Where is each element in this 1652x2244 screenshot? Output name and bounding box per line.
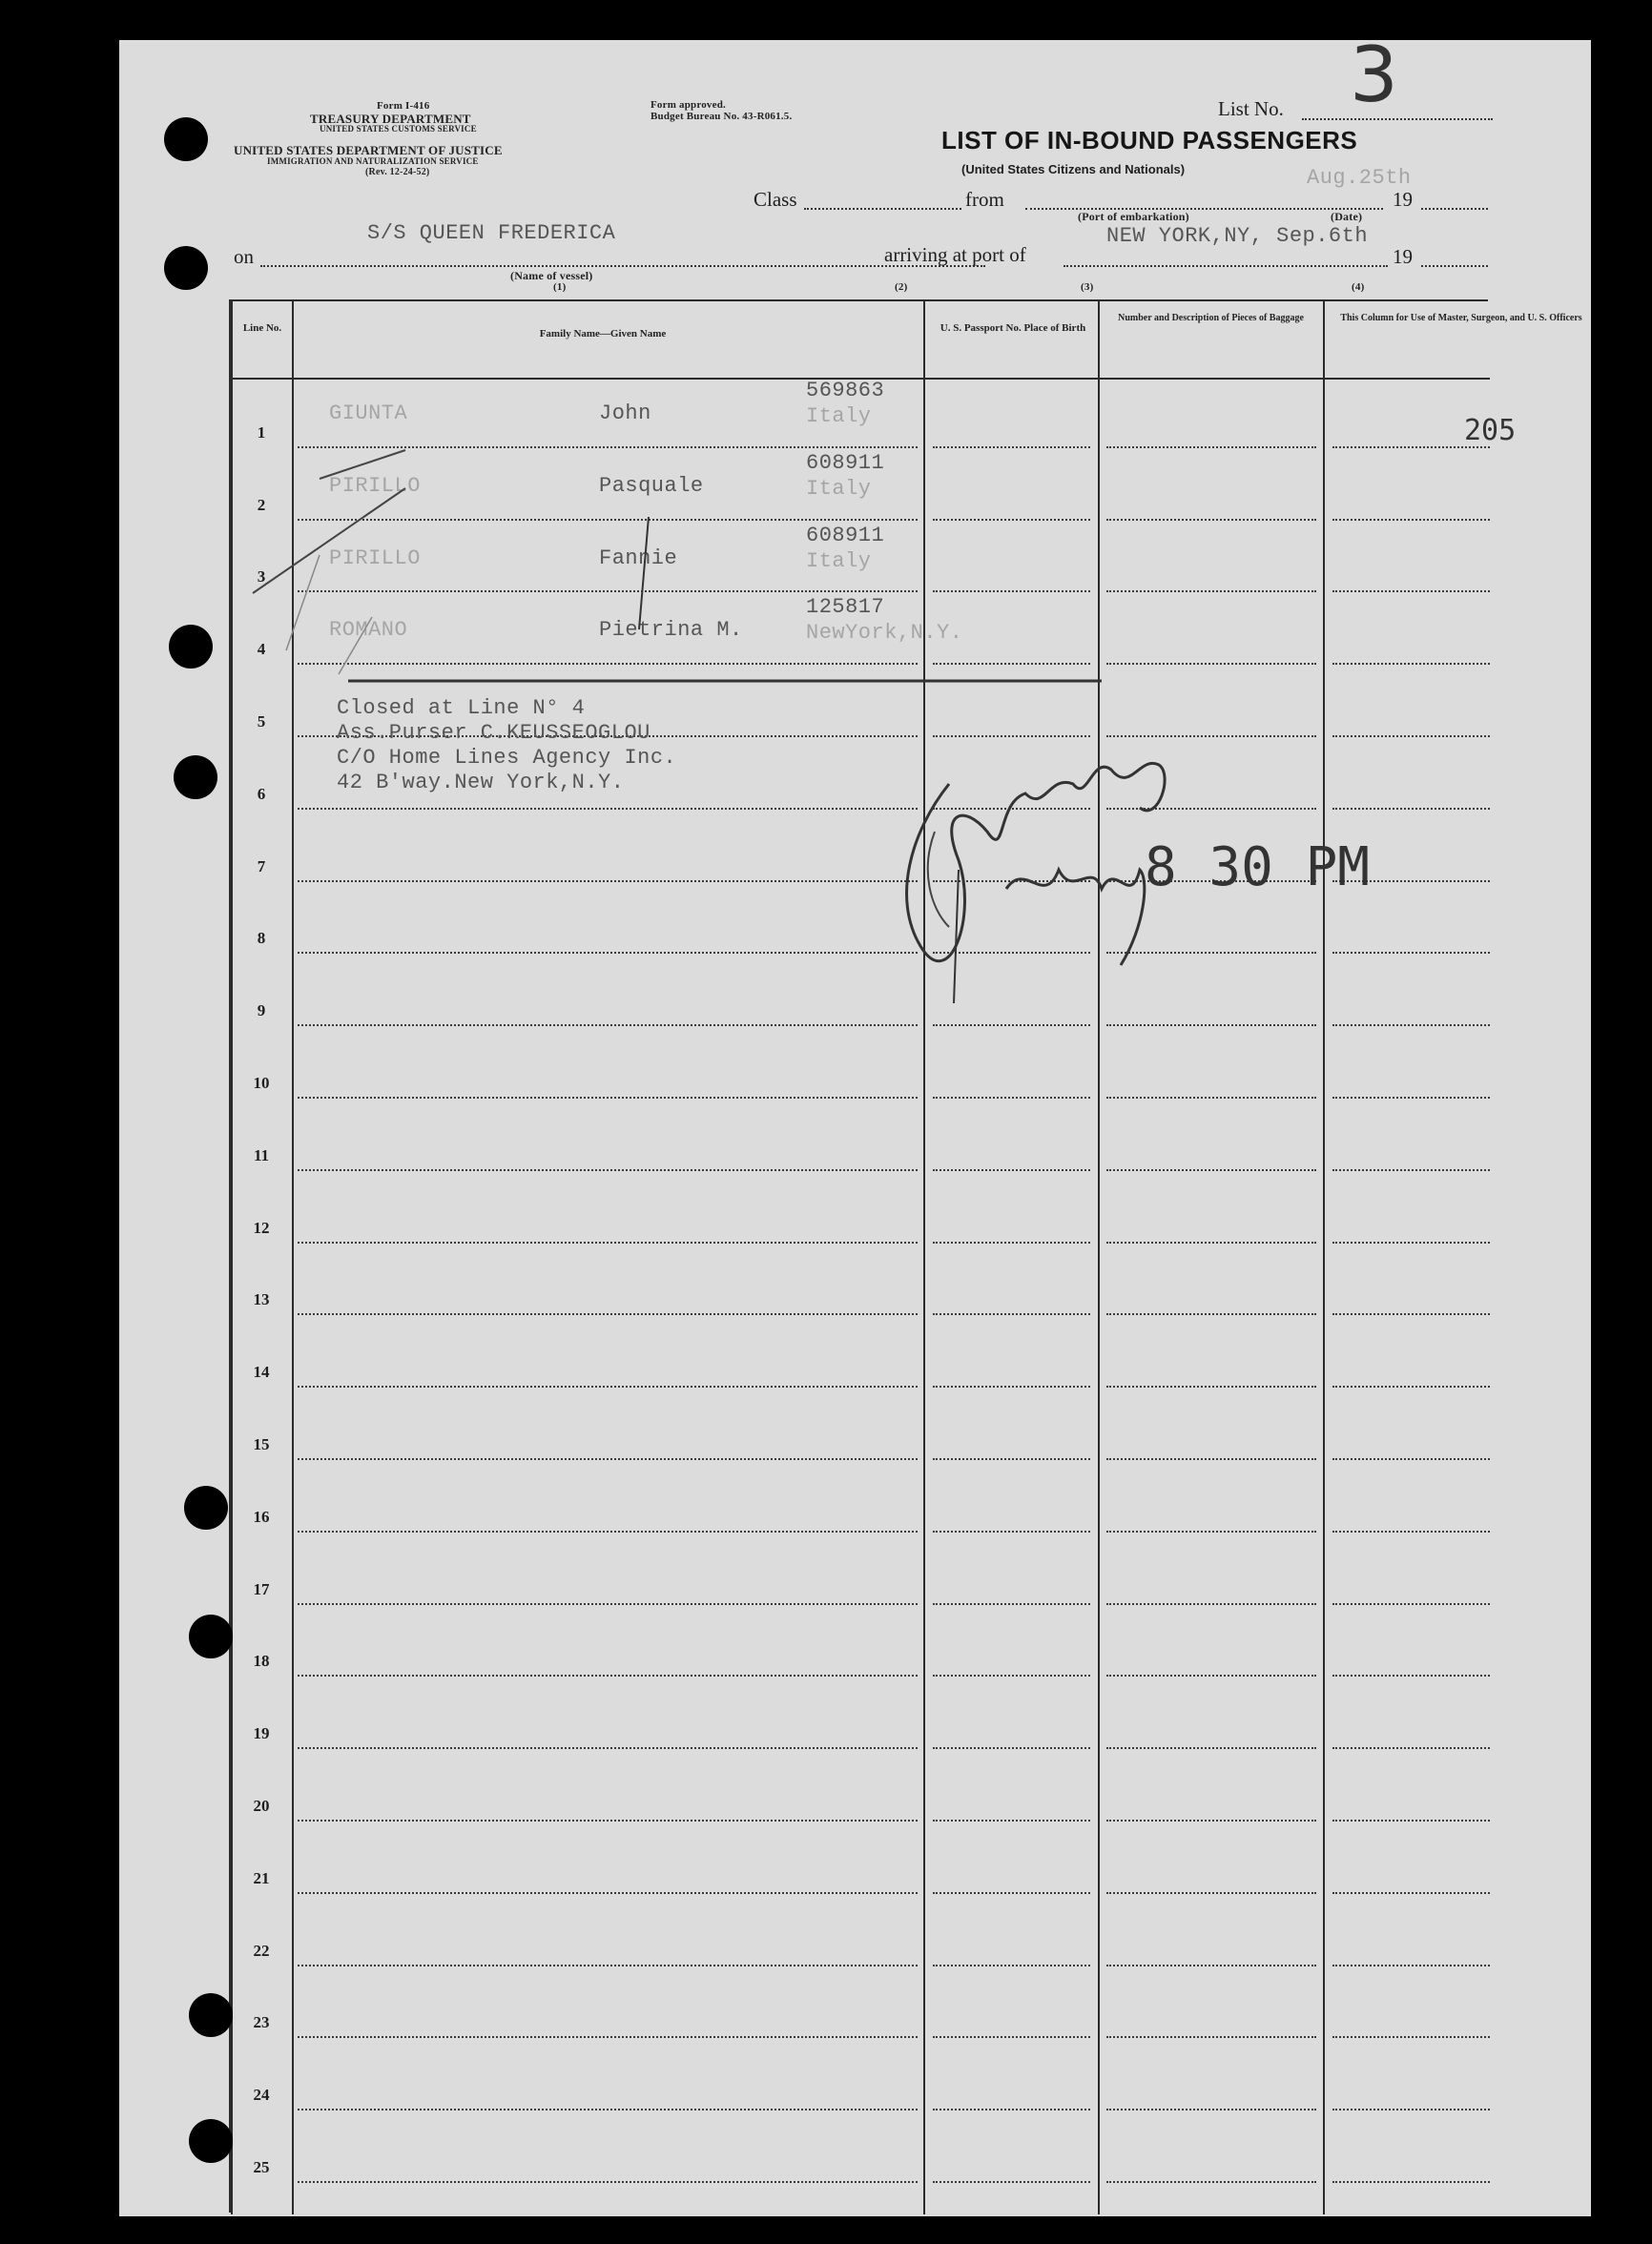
ruled-line xyxy=(933,1024,1090,1026)
manifest-page xyxy=(119,40,1591,2216)
ruled-line xyxy=(1106,1386,1316,1388)
line-number: 4 xyxy=(257,640,266,659)
line-number: 15 xyxy=(253,1435,270,1453)
closing-note-line: 42 B'way.New York,N.Y. xyxy=(337,771,625,794)
revision-label: (Rev. 12-24-52) xyxy=(365,167,430,177)
ruled-line xyxy=(298,952,918,954)
col-header-passport: U. S. Passport No. Place of Birth xyxy=(940,322,1086,334)
ruled-line xyxy=(1332,808,1490,810)
passenger-passport-no: 608911 xyxy=(806,523,885,547)
on-label: on xyxy=(234,245,254,268)
year-prefix-1: 19 xyxy=(1393,188,1413,211)
year-prefix-2: 19 xyxy=(1393,245,1413,268)
ruled-line xyxy=(1106,590,1316,592)
ruled-line xyxy=(298,1965,918,1966)
line-number: 9 xyxy=(257,1001,266,1020)
ruled-line xyxy=(1332,735,1490,737)
budget-bureau: Budget Bureau No. 43-R061.5. xyxy=(650,111,793,122)
line-number: 2 xyxy=(257,495,266,514)
ruled-line xyxy=(933,1603,1090,1605)
col1-number: (1) xyxy=(553,281,567,293)
ruled-line xyxy=(933,2181,1090,2183)
ruled-line xyxy=(933,663,1090,665)
passenger-given-name: Pasquale xyxy=(599,473,704,498)
ruled-line xyxy=(933,1747,1090,1749)
ruled-line xyxy=(1106,2181,1316,2183)
passenger-passport-no: 125817 xyxy=(806,595,885,620)
col2-number: (2) xyxy=(895,281,908,293)
ruled-line xyxy=(1332,2036,1490,2038)
passenger-birthplace: Italy xyxy=(806,548,872,573)
passenger-passport-no: 608911 xyxy=(806,450,885,475)
ruled-line xyxy=(1106,1675,1316,1677)
ruled-line xyxy=(298,1024,918,1026)
closing-note-line: Ass.Purser C.KEUSSEOGLOU xyxy=(337,721,650,745)
ruled-line xyxy=(1106,1458,1316,1460)
line-number: 18 xyxy=(253,1652,270,1671)
line-number: 21 xyxy=(253,1868,270,1887)
ruled-line xyxy=(1332,1097,1490,1099)
arrival-port: NEW YORK,NY, Sep.6th xyxy=(1106,224,1369,248)
ruled-line xyxy=(1332,1892,1490,1894)
ruled-line xyxy=(933,1675,1090,1677)
col4-number: (4) xyxy=(1352,281,1365,293)
ruled-line xyxy=(1106,1603,1316,1605)
line-number: 7 xyxy=(257,856,266,875)
line-number: 6 xyxy=(257,784,266,803)
col-header-line: Line No. xyxy=(242,322,282,334)
line-number: 23 xyxy=(253,2013,270,2032)
ruled-line xyxy=(1106,1892,1316,1894)
ruled-line xyxy=(1332,1242,1490,1244)
binder-hole xyxy=(169,625,213,669)
ruled-line xyxy=(1332,1458,1490,1460)
ruled-line xyxy=(933,446,1090,448)
ruled-line xyxy=(298,1097,918,1099)
time-note: 8 30 PM xyxy=(1145,836,1371,898)
ruled-line xyxy=(933,1242,1090,1244)
arriving-label: arriving at port of xyxy=(884,243,1026,266)
ruled-line xyxy=(933,1892,1090,1894)
ruled-line xyxy=(298,808,918,810)
ruled-line xyxy=(933,1386,1090,1388)
ruled-line xyxy=(1332,590,1490,592)
line-number: 14 xyxy=(253,1363,270,1382)
ruled-line xyxy=(1106,1820,1316,1822)
line-number: 17 xyxy=(253,1579,270,1598)
ruled-line xyxy=(1332,1169,1490,1171)
ruled-line xyxy=(1106,519,1316,521)
passenger-family-name: ROMANO xyxy=(329,618,408,643)
year-line-1 xyxy=(1421,208,1488,210)
ruled-line xyxy=(933,519,1090,521)
ruled-line xyxy=(298,2181,918,2183)
ruled-line xyxy=(298,1313,918,1315)
ruled-line xyxy=(298,1242,918,1244)
row-4-underline xyxy=(348,677,1111,685)
closing-note-line: C/O Home Lines Agency Inc. xyxy=(337,746,677,770)
binder-hole xyxy=(164,246,208,290)
ruled-line xyxy=(933,1458,1090,1460)
ruled-line xyxy=(1106,663,1316,665)
ruled-line xyxy=(1332,1747,1490,1749)
ruled-line xyxy=(298,2109,918,2110)
ruled-line xyxy=(1106,1169,1316,1171)
customs-service: UNITED STATES CUSTOMS SERVICE xyxy=(320,124,477,134)
line-number: 19 xyxy=(253,1724,270,1743)
ruled-line xyxy=(1106,1024,1316,1026)
ruled-line xyxy=(1332,1820,1490,1822)
passenger-passport-no: 569863 xyxy=(806,379,885,402)
passenger-given-name: John xyxy=(599,401,651,425)
form-subtitle: (United States Citizens and Nationals) xyxy=(961,162,1186,176)
col-header-name: Family Name—Given Name xyxy=(539,328,667,340)
ruled-line xyxy=(298,880,918,882)
vessel-name: S/S QUEEN FREDERICA xyxy=(367,221,616,245)
ruled-line xyxy=(933,1097,1090,1099)
ruled-line xyxy=(298,1169,918,1171)
ruled-line xyxy=(1106,1531,1316,1533)
year-line-2 xyxy=(1421,265,1488,267)
ruled-line xyxy=(298,1892,918,1894)
list-no-label: List No. xyxy=(1218,97,1284,120)
passenger-family-name: PIRILLO xyxy=(329,473,421,498)
list-no-value: 3 xyxy=(1350,40,1398,119)
passenger-family-name: PIRILLO xyxy=(329,546,421,570)
ruled-line xyxy=(298,1458,918,1460)
passenger-given-name: Pietrina M. xyxy=(599,618,743,643)
port-embarkation-caption: (Port of embarkation) xyxy=(1078,210,1189,223)
ruled-line xyxy=(298,2036,918,2038)
ruled-line xyxy=(1106,446,1316,448)
from-label: from xyxy=(965,188,1004,211)
ruled-line xyxy=(298,1603,918,1605)
line-number: 13 xyxy=(253,1290,270,1309)
line-number: 11 xyxy=(253,1145,270,1164)
ruled-line xyxy=(298,1675,918,1677)
ruled-line xyxy=(1106,1313,1316,1315)
ruled-line xyxy=(1332,1603,1490,1605)
form-approved: Form approved. xyxy=(650,99,726,111)
ruled-line xyxy=(1106,1097,1316,1099)
vessel-caption: (Name of vessel) xyxy=(510,269,593,282)
ruled-line xyxy=(1332,1531,1490,1533)
ruled-line xyxy=(1106,1747,1316,1749)
ruled-line xyxy=(933,1531,1090,1533)
ruled-line xyxy=(1106,2109,1316,2110)
ruled-line xyxy=(933,2109,1090,2110)
ruled-line xyxy=(933,2036,1090,2038)
binder-hole xyxy=(189,1993,233,2037)
line-number: 12 xyxy=(253,1218,270,1237)
ruled-line xyxy=(933,590,1090,592)
form-title: LIST OF IN-BOUND PASSENGERS xyxy=(941,126,1358,154)
class-label: Class xyxy=(754,188,797,211)
ruled-line xyxy=(1106,1242,1316,1244)
ruled-line xyxy=(933,1820,1090,1822)
form-number: Form I-416 xyxy=(377,100,430,112)
line-number: 3 xyxy=(257,567,266,587)
departure-date: Aug.25th xyxy=(1307,166,1412,190)
ruled-line xyxy=(1106,2036,1316,2038)
ruled-line xyxy=(1332,1675,1490,1677)
line-number: 24 xyxy=(253,2086,270,2105)
binder-hole xyxy=(174,755,217,799)
passenger-given-name: Fannie xyxy=(599,546,678,570)
ruled-line xyxy=(1332,1965,1490,1966)
ruled-line xyxy=(1332,519,1490,521)
line-number: 16 xyxy=(253,1507,270,1526)
line-number: 10 xyxy=(253,1074,270,1092)
ruled-line xyxy=(298,1386,918,1388)
col-header-baggage: Number and Description of Pieces of Baggage xyxy=(1118,313,1304,323)
binder-hole xyxy=(164,117,208,161)
ruled-line xyxy=(298,1531,918,1533)
line-number: 25 xyxy=(253,2158,270,2176)
treasury-department: TREASURY DEPARTMENT xyxy=(310,112,471,126)
line-number: 5 xyxy=(257,712,266,731)
passenger-birthplace: NewYork,N.Y. xyxy=(806,621,963,646)
vessel-line xyxy=(260,265,985,267)
department-of-justice: UNITED STATES DEPARTMENT OF JUSTICE xyxy=(234,143,503,157)
binder-hole xyxy=(189,2119,233,2163)
binder-hole xyxy=(184,1486,228,1530)
ruled-line xyxy=(933,1313,1090,1315)
officer-note: 205 xyxy=(1464,414,1517,447)
ruled-line xyxy=(1106,1965,1316,1966)
arrival-line xyxy=(1063,265,1388,267)
ruled-line xyxy=(1332,1386,1490,1388)
ruled-line xyxy=(298,1747,918,1749)
col3-number: (3) xyxy=(1081,281,1094,293)
date-caption: (Date) xyxy=(1331,210,1363,223)
line-number: 1 xyxy=(257,422,266,442)
passenger-family-name: GIUNTA xyxy=(329,401,408,425)
ruled-line xyxy=(1332,1313,1490,1315)
closing-note-line: Closed at Line N° 4 xyxy=(337,696,586,720)
col-header-officers: This Column for Use of Master, Surgeon, and U. S. Officers xyxy=(1340,313,1582,323)
ruled-line xyxy=(1332,952,1490,954)
ins-label: IMMIGRATION AND NATURALIZATION SERVICE xyxy=(267,156,479,166)
passenger-birthplace: Italy xyxy=(806,404,872,428)
ruled-line xyxy=(1332,1024,1490,1026)
ruled-line xyxy=(1332,2181,1490,2183)
ruled-line xyxy=(1332,663,1490,665)
margin-tick-marks xyxy=(215,431,415,717)
ruled-line xyxy=(298,1820,918,1822)
line-number: 8 xyxy=(257,929,266,948)
line-number: 20 xyxy=(253,1797,270,1815)
class-line xyxy=(804,208,961,210)
passenger-birthplace: Italy xyxy=(806,476,872,501)
ruled-line xyxy=(933,1965,1090,1966)
ruled-line xyxy=(933,1169,1090,1171)
binder-hole xyxy=(189,1615,233,1658)
name-divider-mark xyxy=(634,517,653,631)
line-number: 22 xyxy=(253,1941,270,1960)
ruled-line xyxy=(1332,2109,1490,2110)
